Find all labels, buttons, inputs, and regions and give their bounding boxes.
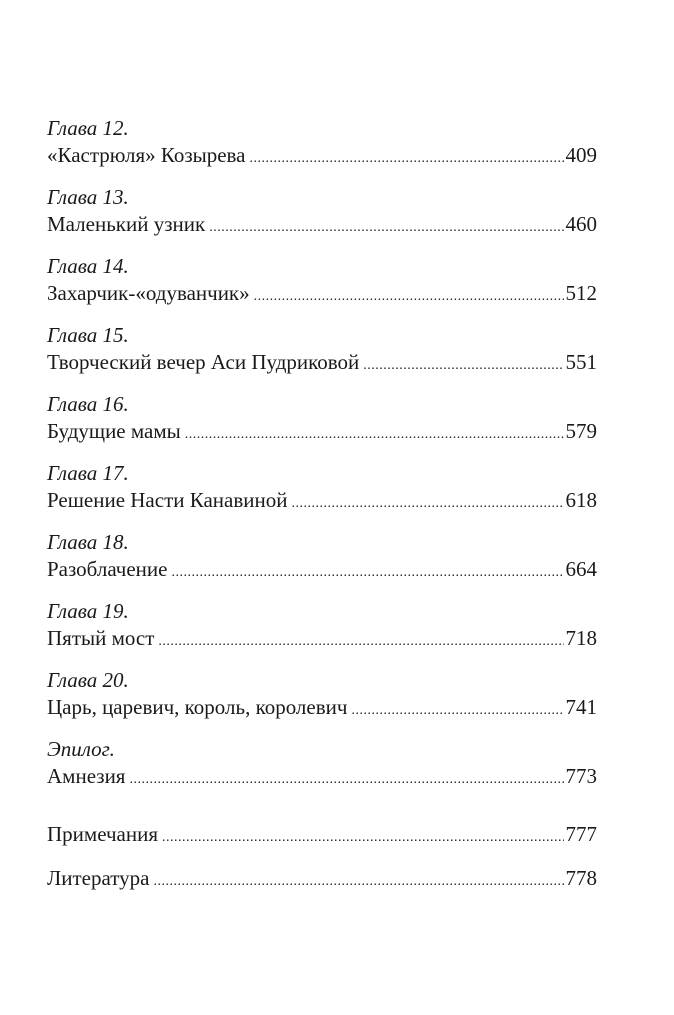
toc-entry-chapter-18 bbox=[47, 530, 597, 583]
toc-entry-chapter-15 bbox=[47, 323, 597, 376]
chapter-title: Творческий вечер Аси Пудриковой bbox=[47, 350, 360, 374]
dot-leader bbox=[363, 348, 563, 380]
chapter-label: Глава 17. bbox=[47, 461, 129, 485]
chapter-title: Решение Насти Канавиной bbox=[47, 488, 288, 512]
page-number: 551 bbox=[565, 350, 597, 374]
toc-entry-literature bbox=[47, 864, 597, 892]
toc-entry-chapter-14 bbox=[47, 254, 597, 307]
toc-entry-chapter-13 bbox=[47, 185, 597, 238]
chapter-label: Эпилог. bbox=[47, 737, 115, 761]
toc-line bbox=[47, 864, 597, 892]
chapter-title: Маленький узник bbox=[47, 212, 206, 236]
dot-leader bbox=[153, 864, 563, 896]
chapter-label: Глава 13. bbox=[47, 185, 129, 209]
toc-line bbox=[47, 486, 597, 514]
chapter-title: Захарчик-«одуванчик» bbox=[47, 281, 250, 305]
chapter-label: Глава 15. bbox=[47, 323, 129, 347]
toc-entry-chapter-12 bbox=[47, 116, 597, 169]
page-number: 741 bbox=[565, 695, 597, 719]
toc-line bbox=[47, 624, 597, 652]
toc-line bbox=[47, 141, 597, 169]
page-number: 718 bbox=[565, 626, 597, 650]
toc-line bbox=[47, 210, 597, 238]
dot-leader bbox=[291, 486, 563, 518]
page-number: 618 bbox=[565, 488, 597, 512]
dot-leader bbox=[351, 693, 563, 725]
back-matter bbox=[47, 820, 597, 892]
chapter-title: «Кастрюля» Козырева bbox=[47, 143, 246, 167]
chapter-title: Царь, царевич, король, королевич bbox=[47, 695, 348, 719]
chapter-title: Амнезия bbox=[47, 764, 126, 788]
dot-leader bbox=[129, 762, 563, 794]
chapter-label: Глава 14. bbox=[47, 254, 129, 278]
section-title: Примечания bbox=[47, 822, 159, 846]
dot-leader bbox=[250, 141, 564, 173]
toc-entry-chapter-20 bbox=[47, 668, 597, 721]
toc-line bbox=[47, 820, 597, 848]
page-number: 512 bbox=[565, 281, 597, 305]
toc-line bbox=[47, 279, 597, 307]
chapter-title: Пятый мост bbox=[47, 626, 155, 650]
toc-line bbox=[47, 762, 597, 790]
page-number: 664 bbox=[565, 557, 597, 581]
dot-leader bbox=[185, 417, 564, 449]
page-number: 777 bbox=[565, 822, 597, 846]
toc-entry-chapter-17 bbox=[47, 461, 597, 514]
toc-line bbox=[47, 693, 597, 721]
toc-entry-notes bbox=[47, 820, 597, 848]
toc-entry-chapter-19 bbox=[47, 599, 597, 652]
chapter-label: Глава 19. bbox=[47, 599, 129, 623]
dot-leader bbox=[158, 624, 563, 656]
toc-line bbox=[47, 555, 597, 583]
toc-entry-chapter-16 bbox=[47, 392, 597, 445]
chapter-title: Будущие мамы bbox=[47, 419, 181, 443]
chapter-label: Глава 18. bbox=[47, 530, 129, 554]
dot-leader bbox=[209, 210, 563, 242]
page-number: 579 bbox=[565, 419, 597, 443]
section-title: Литература bbox=[47, 866, 150, 890]
chapter-label: Глава 16. bbox=[47, 392, 129, 416]
chapter-label: Глава 20. bbox=[47, 668, 129, 692]
dot-leader bbox=[171, 555, 563, 587]
page-number: 778 bbox=[565, 866, 597, 890]
page-number: 460 bbox=[565, 212, 597, 236]
page-number: 409 bbox=[565, 143, 597, 167]
toc-line bbox=[47, 417, 597, 445]
table-of-contents bbox=[47, 116, 597, 908]
toc-entry-epilogue bbox=[47, 737, 597, 790]
dot-leader bbox=[162, 820, 563, 852]
page-number: 773 bbox=[565, 764, 597, 788]
toc-line bbox=[47, 348, 597, 376]
dot-leader bbox=[254, 279, 564, 311]
chapter-title: Разоблачение bbox=[47, 557, 168, 581]
chapter-label: Глава 12. bbox=[47, 116, 129, 140]
